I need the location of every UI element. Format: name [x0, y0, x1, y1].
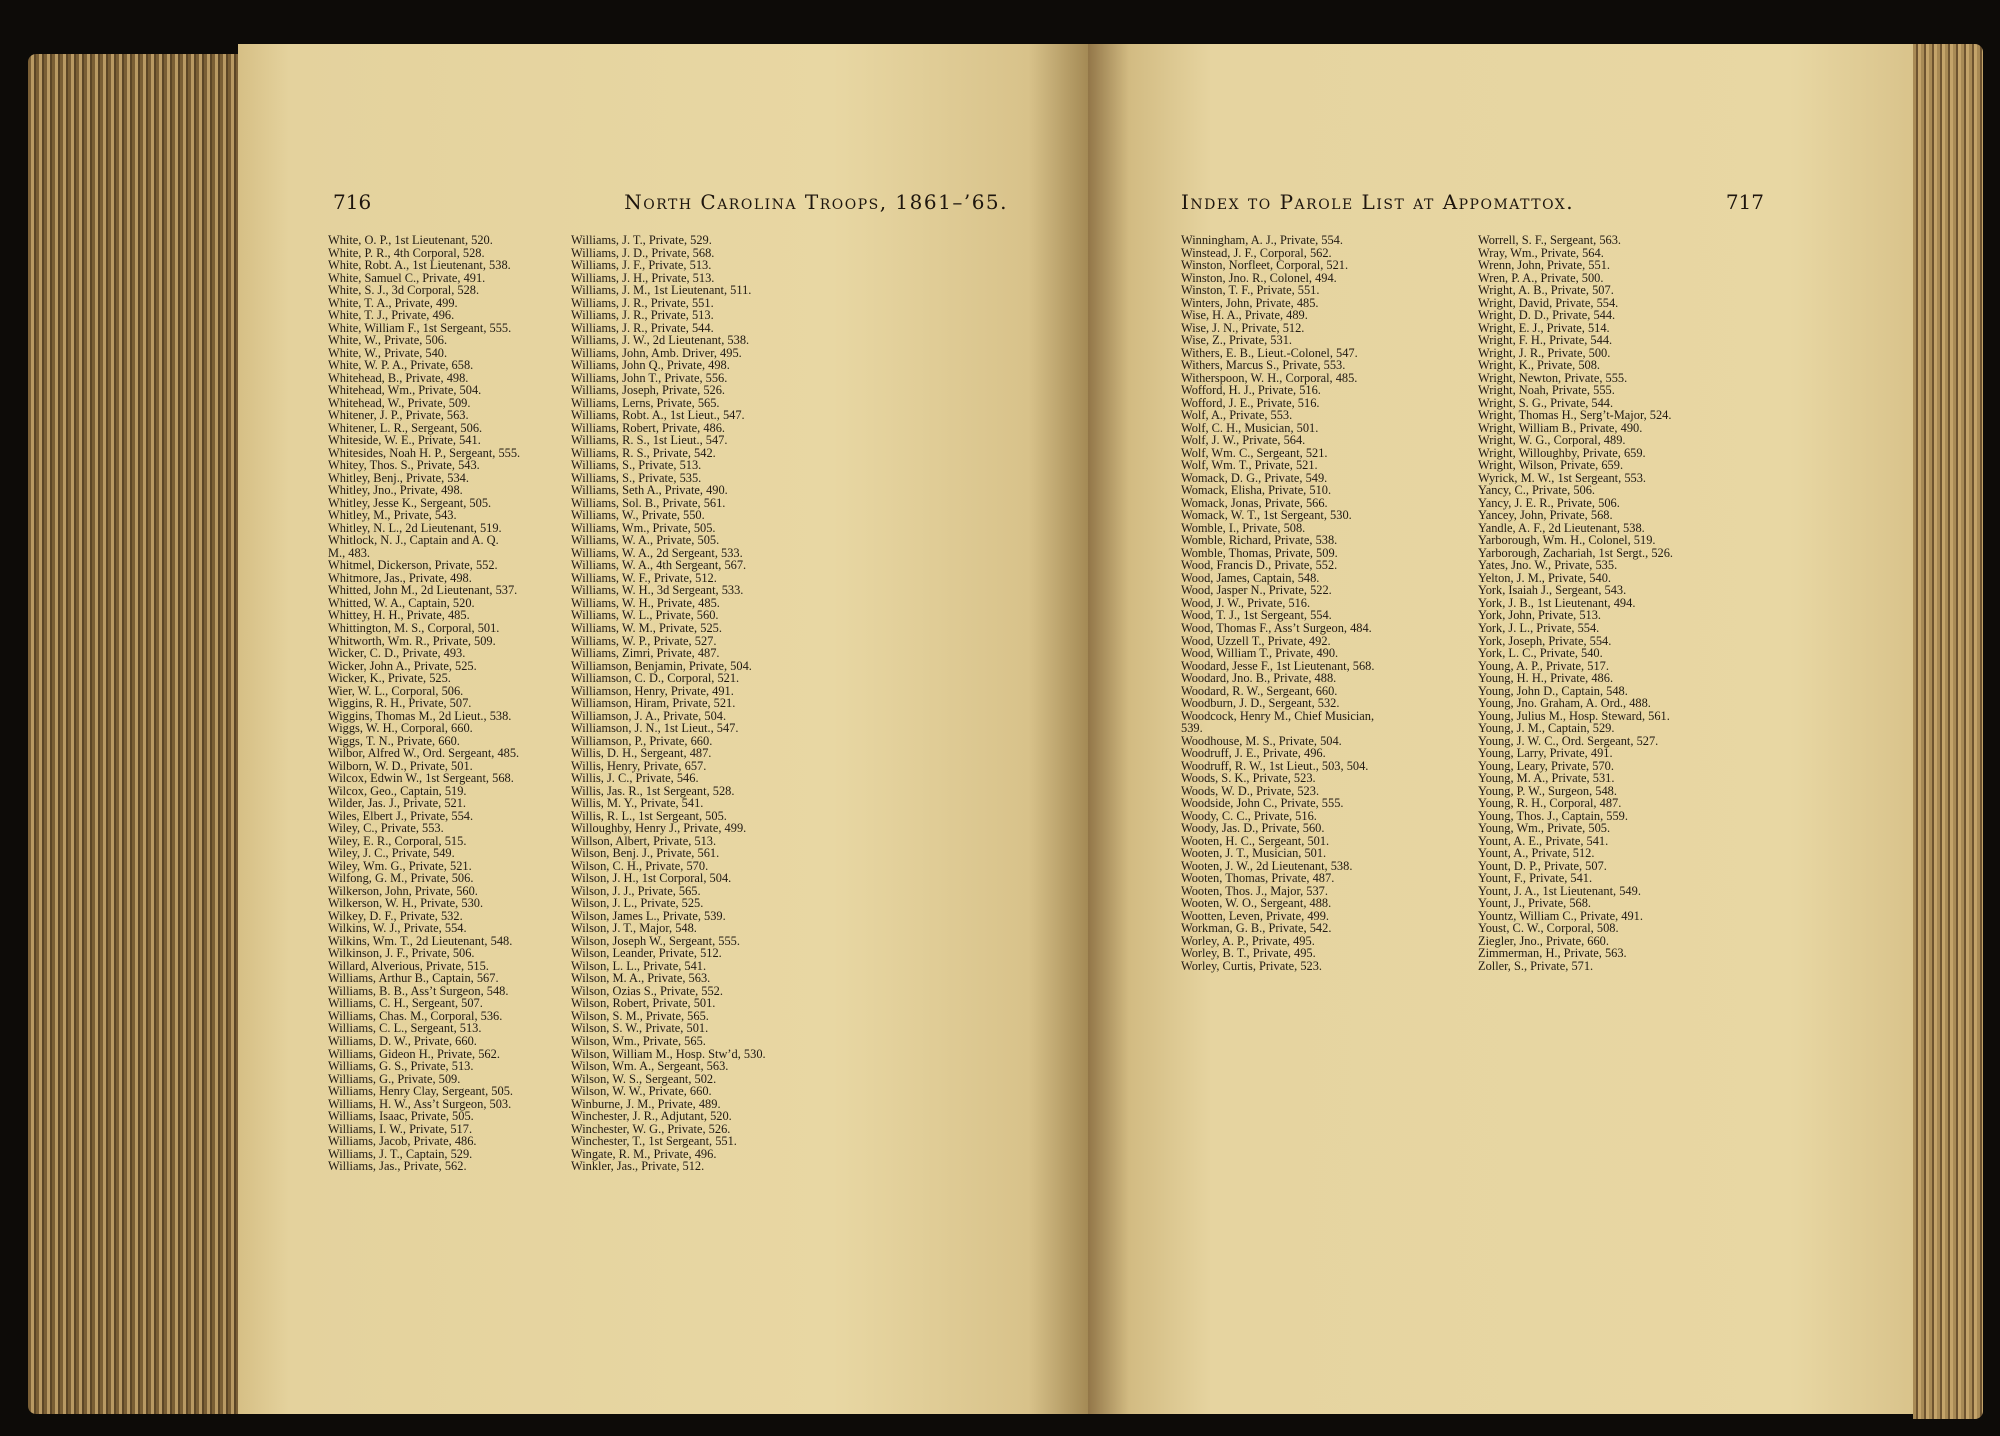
index-entry: Williams, Jacob, Private, 486.	[328, 1134, 477, 1149]
index-entry: Woodruff, J. E., Private, 496.	[1181, 746, 1326, 761]
index-entry: Womble, Richard, Private, 538.	[1181, 533, 1338, 548]
index-entry: Whitley, Benj., Private, 534.	[328, 470, 469, 485]
index-entry: Woodhouse, M. S., Private, 504.	[1181, 733, 1342, 748]
index-entry: Wright, David, Private, 554.	[1478, 295, 1619, 310]
index-entry: Wiggins, Thomas M., 2d Lieut., 538.	[328, 708, 512, 723]
index-entry: 539.	[1181, 721, 1203, 736]
index-entry: Young, M. A., Private, 531.	[1478, 771, 1615, 786]
index-entry: Williams, J. T., Captain, 529.	[328, 1146, 473, 1161]
index-entry: Wilborn, W. D., Private, 501.	[328, 758, 473, 773]
index-entry: Wootten, Leven, Private, 499.	[1181, 908, 1329, 923]
index-entry: Williams, R. S., 1st Lieut., 547.	[571, 433, 728, 448]
index-entry: Wilder, Jas. J., Private, 521.	[328, 796, 467, 811]
index-entry: York, John, Private, 513.	[1478, 608, 1601, 623]
right-page-edges	[1913, 44, 1983, 1419]
index-entry: Ziegler, Jno., Private, 660.	[1478, 933, 1609, 948]
index-entry: Wood, James, Captain, 548.	[1181, 570, 1320, 585]
index-entry: Wilson, Wm., Private, 565.	[571, 1034, 706, 1048]
index-entry: Winchester, J. R., Adjutant, 520.	[571, 1109, 732, 1124]
index-entry: Williams, Joseph, Private, 526.	[571, 383, 726, 398]
index-entry: Zoller, S., Private, 571.	[1478, 958, 1594, 973]
index-entry: Whitehead, W., Private, 509.	[328, 395, 471, 410]
index-entry: Wilson, Wm. A., Sergeant, 563.	[571, 1059, 729, 1074]
index-entry: Yountz, William C., Private, 491.	[1478, 908, 1643, 923]
index-entry: Williams, G. S., Private, 513.	[328, 1059, 474, 1074]
index-entry: Wray, Wm., Private, 564.	[1478, 245, 1604, 260]
index-entry: Williams, J. R., Private, 513.	[571, 308, 714, 323]
index-entry: Williams, Zimri, Private, 487.	[571, 646, 720, 661]
index-entry: Wright, D. D., Private, 544.	[1478, 308, 1616, 323]
index-entry: Yancy, J. E. R., Private, 506.	[1478, 495, 1620, 510]
index-entry: Winburne, J. M., Private, 489.	[571, 1096, 721, 1111]
index-entry: Wright, Willoughby, Private, 659.	[1478, 445, 1646, 460]
index-entry: Woodard, Jno. B., Private, 488.	[1181, 671, 1337, 686]
index-entry: Yount, A., Private, 512.	[1478, 846, 1595, 861]
index-entry: Wilson, J. J., Private, 565.	[571, 883, 701, 898]
index-entry: Winningham, A. J., Private, 554.	[1181, 233, 1343, 247]
index-entry: Wiles, Elbert J., Private, 554.	[328, 808, 474, 823]
index-entry: Williams, S., Private, 513.	[571, 458, 702, 473]
index-entry: Williams, W. A., 4th Sergeant, 567.	[571, 558, 747, 573]
index-entry: Williams, J. F., Private, 513.	[571, 258, 712, 273]
index-entry: Williams, Sol. B., Private, 561.	[571, 495, 726, 510]
index-entry: Williams, Jas., Private, 562.	[328, 1159, 467, 1174]
index-entry: Wiley, C., Private, 553.	[328, 821, 444, 836]
index-entry: Wofford, J. E., Private, 516.	[1181, 395, 1320, 410]
index-entry: Williams, J. W., 2d Lieutenant, 538.	[571, 333, 750, 348]
index-entry: Williams, Gideon H., Private, 562.	[328, 1046, 500, 1061]
index-entry: Whitted, W. A., Captain, 520.	[328, 595, 475, 610]
index-entry: Wooten, W. O., Sergeant, 488.	[1181, 896, 1332, 911]
index-entry: Whitesides, Noah H. P., Sergeant, 555.	[328, 445, 521, 460]
index-entry: Wooten, Thomas, Private, 487.	[1181, 871, 1335, 886]
index-entry: Williams, Robert, Private, 486.	[571, 420, 726, 435]
index-entry: Young, Larry, Private, 491.	[1478, 746, 1613, 761]
index-entry: Wright, A. B., Private, 507.	[1478, 283, 1614, 298]
index-entry: Wooten, Thos. J., Major, 537.	[1181, 883, 1328, 898]
index-entry: Williams, J. H., Private, 513.	[571, 270, 715, 285]
index-entry: Woodside, John C., Private, 555.	[1181, 796, 1344, 811]
index-entry: Witherspoon, W. H., Corporal, 485.	[1181, 370, 1358, 385]
index-entry: Williams, J. T., Private, 529.	[571, 233, 712, 247]
index-entry: Wilkins, W. J., Private, 554.	[328, 921, 467, 936]
index-entry: Wood, T. J., 1st Sergeant, 554.	[1181, 608, 1332, 623]
index-entry: Young, J. M., Captain, 529.	[1478, 721, 1615, 736]
index-entry: Willis, Henry, Private, 657.	[571, 758, 707, 773]
index-entry: Yelton, J. M., Private, 540.	[1478, 570, 1611, 585]
index-entry: Williams, W. H., Private, 485.	[571, 595, 720, 610]
index-entry: Yount, F., Private, 541.	[1478, 871, 1593, 886]
index-entry: White, P. R., 4th Corporal, 528.	[328, 245, 485, 260]
index-entry: Young, P. W., Surgeon, 548.	[1478, 783, 1617, 798]
index-entry: Winchester, T., 1st Sergeant, 551.	[571, 1134, 737, 1149]
left-page-edges	[28, 54, 238, 1414]
index-entry: Wrenn, John, Private, 551.	[1478, 258, 1610, 273]
index-entry: Young, R. H., Corporal, 487.	[1478, 796, 1622, 811]
index-entry: Willis, R. L., 1st Sergeant, 505.	[571, 808, 727, 823]
index-entry: Williams, Wm., Private, 505.	[571, 520, 716, 535]
index-entry: Woodburn, J. D., Sergeant, 532.	[1181, 696, 1340, 711]
index-entry: Worley, Curtis, Private, 523.	[1181, 958, 1323, 973]
index-entry: White, W., Private, 506.	[328, 333, 448, 348]
index-entry: Williams, John Q., Private, 498.	[571, 358, 730, 373]
left-page	[238, 44, 1088, 1414]
index-entry: Wiley, Wm. G., Private, 521.	[328, 858, 472, 873]
index-entry: Whitley, M., Private, 543.	[328, 508, 457, 523]
index-entry: Wilson, J. H., 1st Corporal, 504.	[571, 871, 732, 886]
index-entry: Wolf, Wm. T., Private, 521.	[1181, 458, 1318, 473]
index-entry: White, T. A., Private, 499.	[328, 295, 458, 310]
index-entry: Womble, Thomas, Private, 509.	[1181, 545, 1338, 560]
index-entry: Williams, Isaac, Private, 505.	[328, 1109, 474, 1124]
index-entry: Williams, John, Amb. Driver, 495.	[571, 345, 742, 360]
index-column	[328, 234, 520, 1173]
running-title: North Carolina Troops, 1861–’65.	[624, 190, 1008, 214]
index-entry: Wright, J. R., Private, 500.	[1478, 345, 1611, 360]
index-entry: Whitley, Jesse K., Sergeant, 505.	[328, 495, 492, 510]
index-entry: Wolf, J. W., Private, 564.	[1181, 433, 1306, 448]
index-entry: Wise, Z., Private, 531.	[1181, 333, 1292, 348]
index-entry: Wright, Thomas H., Serg’t-Major, 524.	[1478, 408, 1672, 423]
index-entry: Williamson, C. D., Corporal, 521.	[571, 671, 740, 686]
index-entry: Womble, I., Private, 508.	[1181, 520, 1306, 535]
page-number: 717	[1725, 190, 1764, 214]
index-entry: Woodruff, R. W., 1st Lieut., 503, 504.	[1181, 758, 1369, 773]
index-entry: Wiley, J. C., Private, 549.	[328, 846, 455, 861]
index-entry: Wooten, H. C., Sergeant, 501.	[1181, 833, 1330, 848]
index-entry: Willis, J. C., Private, 546.	[571, 771, 699, 786]
index-entry: Williams, Seth A., Private, 490.	[571, 483, 728, 498]
index-entry: Woody, Jas. D., Private, 560.	[1181, 821, 1325, 836]
index-entry: Worley, A. P., Private, 495.	[1181, 933, 1315, 948]
index-entry: Young, A. P., Private, 517.	[1478, 658, 1609, 673]
index-entry: Wier, W. L., Corporal, 506.	[328, 683, 464, 698]
index-entry: York, J. L., Private, 554.	[1478, 620, 1600, 635]
index-column	[571, 234, 766, 1173]
index-entry: Wilson, M. A., Private, 563.	[571, 971, 711, 986]
index-entry: Williams, C. H., Sergeant, 507.	[328, 996, 483, 1011]
index-entry: Wilson, Benj. J., Private, 561.	[571, 846, 720, 861]
index-entry: Wright, K., Private, 508.	[1478, 358, 1601, 373]
index-entry: Whitmore, Jas., Private, 498.	[328, 570, 472, 585]
index-entry: Wilson, James L., Private, 539.	[571, 908, 726, 923]
index-entry: Young, Julius M., Hosp. Steward, 561.	[1478, 708, 1670, 723]
index-entry: Wilson, W. W., Private, 660.	[571, 1084, 712, 1099]
index-entry: Wilson, Leander, Private, 512.	[571, 946, 722, 961]
index-entry: Wright, E. J., Private, 514.	[1478, 320, 1610, 335]
index-entry: Whitworth, Wm. R., Private, 509.	[328, 633, 496, 648]
open-book	[28, 44, 1988, 1434]
page-number: 716	[333, 190, 372, 214]
left-page-header	[333, 190, 1008, 214]
index-entry: Williams, W., Private, 550.	[571, 508, 705, 523]
index-entry: Winkler, Jas., Private, 512.	[571, 1159, 705, 1174]
index-entry: York, J. B., 1st Lieutenant, 494.	[1478, 595, 1636, 610]
index-entry: Wolf, Wm. C., Sergeant, 521.	[1181, 445, 1328, 460]
index-entry: Wood, William T., Private, 490.	[1181, 646, 1339, 661]
index-entry: Yancey, John, Private, 568.	[1478, 508, 1613, 523]
index-entry: Wilson, Ozias S., Private, 552.	[571, 983, 723, 998]
index-entry: Williams, Chas. M., Corporal, 536.	[328, 1008, 503, 1023]
index-entry: Williams, S., Private, 535.	[571, 470, 702, 485]
index-entry: Wolf, A., Private, 553.	[1181, 408, 1293, 423]
index-entry: Wilson, L. L., Private, 541.	[571, 958, 707, 973]
index-entry: Wright, William B., Private, 490.	[1478, 420, 1643, 435]
index-entry: Womack, Jonas, Private, 566.	[1181, 495, 1328, 510]
index-entry: Whitted, John M., 2d Lieutenant, 537.	[328, 583, 518, 598]
running-title: Index to Parole List at Appomattox.	[1181, 190, 1575, 214]
index-entry: Yount, D. P., Private, 507.	[1478, 858, 1607, 873]
index-entry: Wilkinson, J. F., Private, 506.	[328, 946, 475, 961]
index-entry: Williamson, J. N., 1st Lieut., 547.	[571, 721, 739, 736]
index-entry: Wood, Thomas F., Ass’t Surgeon, 484.	[1181, 620, 1372, 635]
index-entry: Wicker, C. D., Private, 493.	[328, 646, 466, 661]
index-entry: Williams, W. A., Private, 505.	[571, 533, 720, 548]
index-entry: Williams, W. H., 3d Sergeant, 533.	[571, 583, 744, 598]
index-entry: Withers, E. B., Lieut.-Colonel, 547.	[1181, 345, 1358, 360]
index-entry: Wright, W. G., Corporal, 489.	[1478, 433, 1626, 448]
index-entry: Wright, Noah, Private, 555.	[1478, 383, 1615, 398]
index-entry: Woodard, Jesse F., 1st Lieutenant, 568.	[1181, 658, 1375, 673]
index-entry: Wilson, Robert, Private, 501.	[571, 996, 716, 1011]
index-entry: Woodard, R. W., Sergeant, 660.	[1181, 683, 1338, 698]
index-entry: York, Joseph, Private, 554.	[1478, 633, 1612, 648]
index-entry: Willard, Alverious, Private, 515.	[328, 958, 489, 973]
index-entry: Williams, Henry Clay, Sergeant, 505.	[328, 1084, 513, 1099]
index-entry: Wright, Newton, Private, 555.	[1478, 370, 1628, 385]
index-entry: Wilson, C. H., Private, 570.	[571, 858, 709, 873]
index-entry: Woods, W. D., Private, 523.	[1181, 783, 1320, 798]
index-entry: Wilson, W. S., Sergeant, 502.	[571, 1071, 717, 1086]
index-entry: Wiggs, T. N., Private, 660.	[328, 733, 460, 748]
index-entry: Williams, John T., Private, 556.	[571, 370, 728, 385]
index-entry: Yancy, C., Private, 506.	[1478, 483, 1596, 498]
index-entry: Womack, D. G., Private, 549.	[1181, 470, 1328, 485]
index-entry: Wooten, J. T., Musician, 501.	[1181, 846, 1327, 861]
index-entry: Whitener, L. R., Sergeant, 506.	[328, 420, 483, 435]
index-entry: Wofford, H. J., Private, 516.	[1181, 383, 1321, 398]
index-entry: York, L. C., Private, 540.	[1478, 646, 1603, 661]
index-entry: Williams, C. L., Sergeant, 513.	[328, 1021, 482, 1036]
index-entry: Yount, J. A., 1st Lieutenant, 549.	[1478, 883, 1641, 898]
index-entry: Youst, C. W., Corporal, 508.	[1478, 921, 1619, 936]
index-entry: Wiley, E. R., Corporal, 515.	[328, 833, 467, 848]
index-entry: Williams, W. M., Private, 525.	[571, 620, 722, 635]
index-entry: Winters, John, Private, 485.	[1181, 295, 1319, 310]
index-entry: Wicker, K., Private, 525.	[328, 671, 451, 686]
index-entry: Williams, J. D., Private, 568.	[571, 245, 715, 260]
index-entry: Williamson, P., Private, 660.	[571, 733, 713, 748]
right-page-header	[1181, 190, 1764, 214]
index-entry: Woodcock, Henry M., Chief Musician,	[1181, 708, 1375, 723]
index-entry: Wilson, S. W., Private, 501.	[571, 1021, 709, 1036]
index-entry: Womack, Elisha, Private, 510.	[1181, 483, 1332, 498]
index-entry: Whitehead, Wm., Private, 504.	[328, 383, 482, 398]
index-entry: Yandle, A. F., 2d Lieutenant, 538.	[1478, 520, 1645, 535]
index-entry: Winstead, J. F., Corporal, 562.	[1181, 245, 1332, 260]
index-entry: Winston, T. F., Private, 551.	[1181, 283, 1320, 298]
index-entry: Woody, C. C., Private, 516.	[1181, 808, 1317, 823]
index-entry: Williams, I. W., Private, 517.	[328, 1121, 473, 1136]
right-page	[1088, 44, 1913, 1414]
index-entry: Wilson, J. L., Private, 525.	[571, 896, 704, 911]
index-entry: Workman, G. B., Private, 542.	[1181, 921, 1332, 936]
index-entry: Wicker, John A., Private, 525.	[328, 658, 477, 673]
index-entry: Williams, D. W., Private, 660.	[328, 1034, 477, 1048]
index-entry: Worrell, S. F., Sergeant, 563.	[1478, 233, 1622, 247]
index-entry: Yarborough, Wm. H., Colonel, 519.	[1478, 533, 1656, 548]
index-entry: Williams, J. R., Private, 544.	[571, 320, 714, 335]
index-entry: Wilson, Joseph W., Sergeant, 555.	[571, 933, 740, 948]
index-entry: Young, Leary, Private, 570.	[1478, 758, 1614, 773]
index-entry: Williams, J. M., 1st Lieutenant, 511.	[571, 283, 752, 298]
index-entry: Williams, B. B., Ass’t Surgeon, 548.	[328, 983, 509, 998]
index-entry: Wooten, J. W., 2d Lieutenant, 538.	[1181, 858, 1353, 873]
index-entry: Williamson, Henry, Private, 491.	[571, 683, 734, 698]
index-entry: Womack, W. T., 1st Sergeant, 530.	[1181, 508, 1352, 523]
index-entry: Worley, B. T., Private, 495.	[1181, 946, 1316, 961]
index-entry: Wilcox, Edwin W., 1st Sergeant, 568.	[328, 771, 514, 786]
index-entry: Wilkey, D. F., Private, 532.	[328, 908, 463, 923]
index-entry: White, S. J., 3d Corporal, 528.	[328, 283, 480, 298]
index-entry: Wiggins, R. H., Private, 507.	[328, 696, 472, 711]
index-entry: Whitley, N. L., 2d Lieutenant, 519.	[328, 520, 502, 535]
index-entry: Wyrick, M. W., 1st Sergeant, 553.	[1478, 470, 1647, 485]
index-entry: Whittington, M. S., Corporal, 501.	[328, 620, 500, 635]
index-entry: Whitmel, Dickerson, Private, 552.	[328, 558, 498, 573]
index-entry: Wright, S. G., Private, 544.	[1478, 395, 1614, 410]
index-entry: Wilson, S. M., Private, 565.	[571, 1008, 709, 1023]
index-entry: Wilson, J. T., Major, 548.	[571, 921, 697, 936]
index-entry: Woods, S. K., Private, 523.	[1181, 771, 1316, 786]
index-entry: Whitey, Thos. S., Private, 543.	[328, 458, 480, 473]
index-entry: White, W., Private, 540.	[328, 345, 448, 360]
index-entry: Whitehead, B., Private, 498.	[328, 370, 469, 385]
index-entry: Whitlock, N. J., Captain and A. Q.	[328, 533, 499, 548]
index-entry: Winston, Jno. R., Colonel, 494.	[1181, 270, 1337, 285]
index-entry: Wood, Jasper N., Private, 522.	[1181, 583, 1332, 598]
index-entry: Whittey, H. H., Private, 485.	[328, 608, 470, 623]
index-entry: Wiggs, W. H., Corporal, 660.	[328, 721, 473, 736]
index-entry: Wilson, William M., Hosp. Stw’d, 530.	[571, 1046, 766, 1061]
index-entry: Zimmerman, H., Private, 563.	[1478, 946, 1627, 961]
index-entry: Yarborough, Zachariah, 1st Sergt., 526.	[1478, 545, 1674, 560]
index-entry: Willis, M. Y., Private, 541.	[571, 796, 704, 811]
index-entry: Williams, R. S., Private, 542.	[571, 445, 716, 460]
index-entry: Wren, P. A., Private, 500.	[1478, 270, 1604, 285]
index-entry: White, O. P., 1st Lieutenant, 520.	[328, 233, 493, 247]
index-entry: Yates, Jno. W., Private, 535.	[1478, 558, 1618, 573]
index-column	[1478, 234, 1673, 972]
index-entry: Young, Jno. Graham, A. Ord., 488.	[1478, 696, 1651, 711]
index-entry: Wilkins, Wm. T., 2d Lieutenant, 548.	[328, 933, 513, 948]
index-entry: White, Robt. A., 1st Lieutenant, 538.	[328, 258, 511, 273]
index-entry: Winston, Norfleet, Corporal, 521.	[1181, 258, 1349, 273]
index-entry: Williams, W. L., Private, 560.	[571, 608, 719, 623]
index-entry: Williamson, Benjamin, Private, 504.	[571, 658, 752, 673]
index-entry: Wolf, C. H., Musician, 501.	[1181, 420, 1319, 435]
index-entry: Young, Wm., Private, 505.	[1478, 821, 1611, 836]
index-entry: Wright, Wilson, Private, 659.	[1478, 458, 1624, 473]
index-entry: Williams, Lerns, Private, 565.	[571, 395, 720, 410]
index-entry: White, W. P. A., Private, 658.	[328, 358, 474, 373]
index-entry: Wilkerson, W. H., Private, 530.	[328, 896, 484, 911]
index-entry: Yount, A. E., Private, 541.	[1478, 833, 1609, 848]
index-entry: Williams, W. P., Private, 527.	[571, 633, 717, 648]
index-entry: Young, H. H., Private, 486.	[1478, 671, 1614, 686]
index-entry: Williams, Arthur B., Captain, 567.	[328, 971, 499, 986]
index-entry: White, Samuel C., Private, 491.	[328, 270, 486, 285]
index-entry: White, William F., 1st Sergeant, 555.	[328, 320, 512, 335]
index-entry: Wise, J. N., Private, 512.	[1181, 320, 1305, 335]
index-entry: Wingate, R. M., Private, 496.	[571, 1146, 717, 1161]
index-entry: Yount, J., Private, 568.	[1478, 896, 1592, 911]
index-entry: Whitley, Jno., Private, 498.	[328, 483, 463, 498]
index-entry: Wise, H. A., Private, 489.	[1181, 308, 1308, 323]
index-entry: Williams, W. F., Private, 512.	[571, 570, 717, 585]
index-entry: Williamson, Hiram, Private, 521.	[571, 696, 736, 711]
index-entry: Williams, Robt. A., 1st Lieut., 547.	[571, 408, 745, 423]
index-entry: White, T. J., Private, 496.	[328, 308, 455, 323]
index-entry: Wilcox, Geo., Captain, 519.	[328, 783, 467, 798]
index-entry: Willis, D. H., Sergeant, 487.	[571, 746, 712, 761]
index-entry: Wood, Uzzell T., Private, 492.	[1181, 633, 1331, 648]
index-entry: Wilkerson, John, Private, 560.	[328, 883, 478, 898]
index-entry: Willoughby, Henry J., Private, 499.	[571, 821, 747, 836]
index-entry: Wilfong, G. M., Private, 506.	[328, 871, 474, 886]
index-entry: Willis, Jas. R., 1st Sergeant, 528.	[571, 783, 735, 798]
index-entry: Willson, Albert, Private, 513.	[571, 833, 717, 848]
index-entry: Whiteside, W. E., Private, 541.	[328, 433, 481, 448]
index-entry: Winchester, W. G., Private, 526.	[571, 1121, 731, 1136]
index-entry: Williams, J. R., Private, 551.	[571, 295, 714, 310]
index-entry: York, Isaiah J., Sergeant, 543.	[1478, 583, 1627, 598]
index-entry: Williams, H. W., Ass’t Surgeon, 503.	[328, 1096, 512, 1111]
index-entry: Williams, W. A., 2d Sergeant, 533.	[571, 545, 743, 560]
index-entry: Young, Thos. J., Captain, 559.	[1478, 808, 1628, 823]
index-entry: Wood, Francis D., Private, 552.	[1181, 558, 1338, 573]
index-entry: Whitener, J. P., Private, 563.	[328, 408, 469, 423]
index-entry: Williamson, J. A., Private, 504.	[571, 708, 727, 723]
index-entry: Williams, G., Private, 509.	[328, 1071, 461, 1086]
index-entry: Wood, J. W., Private, 516.	[1181, 595, 1311, 610]
index-entry: Wright, F. H., Private, 544.	[1478, 333, 1613, 348]
index-entry: Young, John D., Captain, 548.	[1478, 683, 1628, 698]
index-entry: Young, J. W. C., Ord. Sergeant, 527.	[1478, 733, 1659, 748]
index-column	[1181, 234, 1374, 972]
index-entry: Wilbor, Alfred W., Ord. Sergeant, 485.	[328, 746, 520, 761]
index-entry: Withers, Marcus S., Private, 553.	[1181, 358, 1346, 373]
index-entry: M., 483.	[328, 545, 370, 560]
